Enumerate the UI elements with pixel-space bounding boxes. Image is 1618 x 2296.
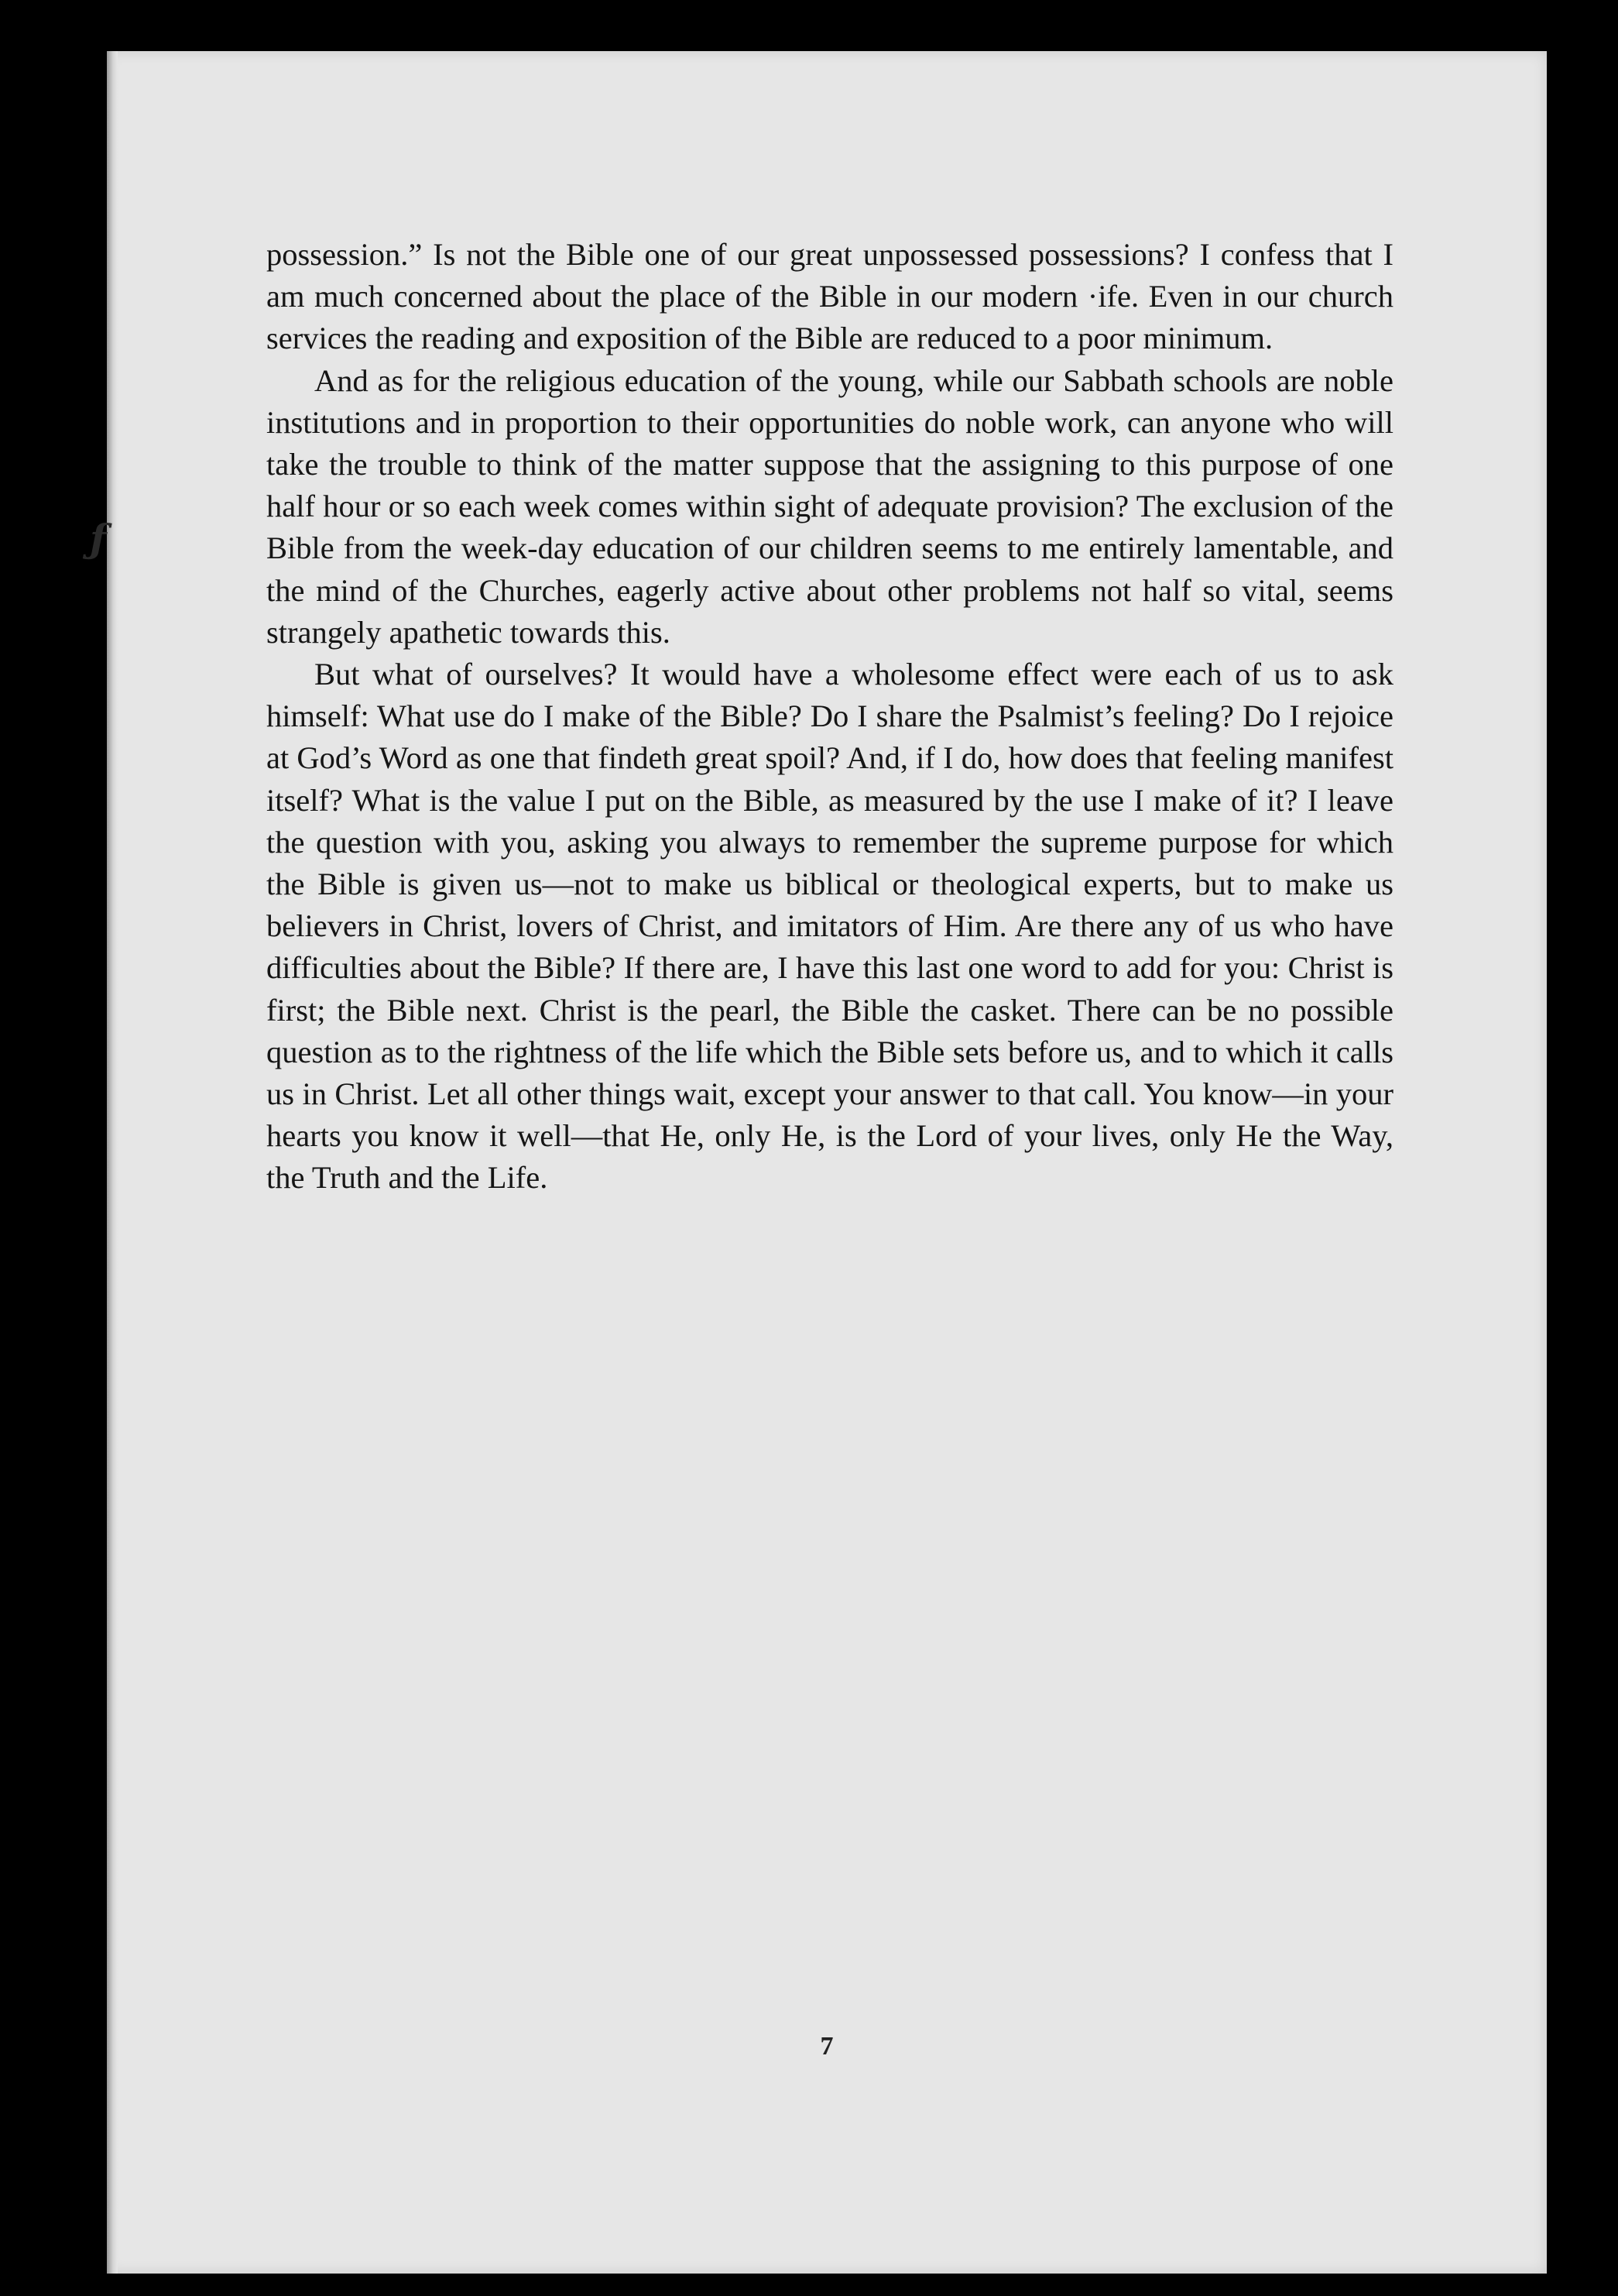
page-number: 7: [820, 2032, 834, 2061]
body-text: [266, 234, 1393, 1199]
page-binding-edge: [107, 51, 118, 2274]
paragraph-1: possession.” Is not the Bible one of our great unpossessed possessions? I confess that I am much concerned about the place of the Bible in our modern ·ife. Even in our church services the reading and exposition of the Bible are reduced to a poor minimum.: [266, 237, 1393, 356]
paragraph-2: And as for the religious education of the young, while our Sabbath schools are noble institutions and in proportion to their opportunities do noble work, can anyone who will take the trouble to think of the matter suppose that the assigning to this purpose of one half hour or so each week comes within sight of adequate provision? The exclusion of the Bible from the week-day education of our children seems to me entirely lamentable, and the mind of the Churches, eagerly active about other problems not half so vital, seems strangely apathetic towards this.: [266, 362, 1393, 650]
margin-mark: ƒ: [90, 516, 107, 561]
book-page: [90, 51, 1547, 2274]
paragraph-3: But what of ourselves? It would have a wholesome effect were each of us to ask himself: What use do I make of the Bible? Do I share the Psalmist’s feeling? Do I rejoice at God’s Word as one that findeth great spoil? And, if I do, how does that feeling manifest itself? What is the value I put on the Bible, as measured by the use I make of it? I leave the question with you, asking you always to remember the supreme purpose for which the Bible is given us—not to make us biblical or theological experts, but to make us believers in Christ, lovers of Christ, and imitators of Him. Are there any of us who have difficulties about the Bible? If there are, I have this last one word to add for you: Christ is first; the Bible next. Christ is the pearl, the Bible the casket. There can be no possible question as to the rightness of the life which the Bible sets before us, and to which it calls us in Christ. Let all other things wait, except your answer to that call. You know—in your hearts you know it well—that He, only He, is the Lord of your lives, only He the Way, the Truth and the Life.: [266, 657, 1393, 1196]
